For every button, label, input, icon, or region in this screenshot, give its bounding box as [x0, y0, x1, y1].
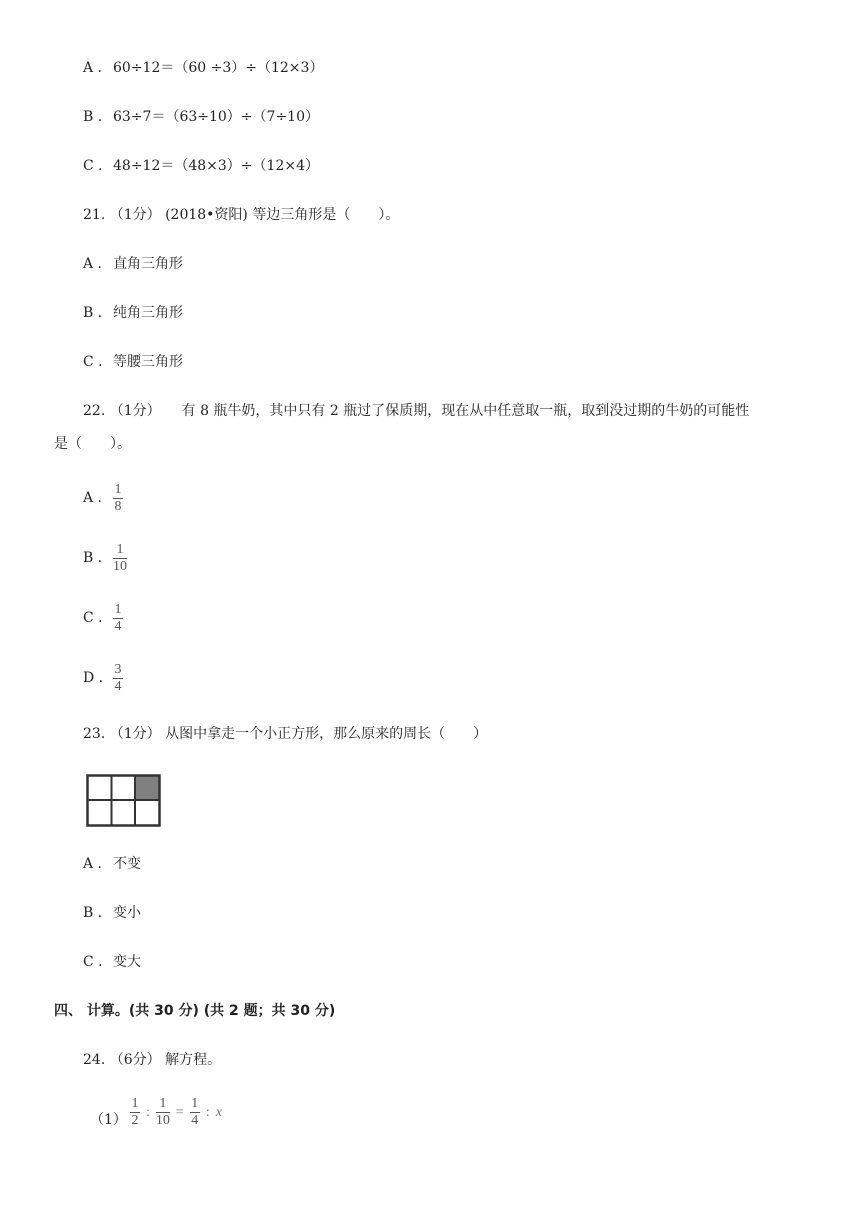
denominator: 10	[113, 558, 127, 574]
option-letter: B ．	[83, 109, 112, 125]
q24-stem: 24. （6分） 解方程。	[83, 1052, 222, 1068]
q22-option-d	[83, 662, 123, 694]
numerator: 1	[131, 1096, 139, 1111]
fraction	[113, 483, 123, 514]
denominator: 8	[114, 498, 122, 514]
q23-stem: 23. （1分） 从图中拿走一个小正方形，那么原来的周长（ ）	[83, 726, 488, 742]
option-letter: D ．	[83, 670, 113, 686]
option-text: 变小	[113, 905, 141, 921]
fraction	[113, 543, 127, 574]
q22-stem-line2: 是（ ）。	[54, 436, 131, 452]
q21-option-c	[83, 352, 183, 372]
q22-option-a	[83, 482, 123, 514]
option-text: 直角三角形	[113, 256, 183, 272]
q23-option-b	[83, 903, 141, 923]
q22-option-c	[83, 602, 123, 634]
numerator: 3	[114, 661, 122, 677]
q21-option-b	[83, 303, 183, 323]
q23-option-a	[83, 854, 141, 874]
denominator: 4	[114, 678, 122, 694]
q20-option-a	[83, 58, 323, 78]
option-letter: B ．	[83, 305, 112, 321]
denominator: 10	[155, 1113, 170, 1128]
denominator: 2	[131, 1113, 139, 1128]
ratio-sign: :	[205, 1104, 210, 1120]
option-letter: A ．	[83, 60, 112, 76]
option-letter: C ．	[83, 354, 113, 370]
equals-sign: =	[175, 1104, 184, 1120]
q22-stem-line1: 22. （1分） 有 8 瓶牛奶，其中只有 2 瓶过了保质期，现在从中任意取一瓶，取到没过期的牛奶的可能性	[83, 403, 750, 419]
denominator: 4	[191, 1113, 199, 1128]
fraction	[130, 1097, 140, 1128]
option-letter: A ．	[83, 490, 112, 506]
option-text: 48÷12＝（48×3）÷（12×4）	[113, 158, 319, 174]
fraction	[156, 1097, 170, 1128]
section-title: 四、 计算。(共 30 分) (共 2 题；共 30 分)	[54, 1003, 336, 1019]
fraction	[190, 1097, 200, 1128]
fraction	[113, 603, 123, 634]
q21-stem: 21. （1分） (2018•资阳) 等边三角形是（ ）。	[83, 207, 400, 223]
q21-option-a	[83, 254, 183, 274]
q22-option-b	[83, 542, 127, 574]
option-text: 纯角三角形	[113, 305, 183, 321]
fraction	[113, 663, 123, 694]
q20-option-b	[83, 107, 319, 127]
option-text: 63÷7＝（63÷10）÷（7÷10）	[113, 109, 319, 125]
option-letter: A ．	[83, 256, 112, 272]
equation	[130, 1097, 222, 1128]
option-text: 变大	[113, 954, 141, 970]
variable: x	[215, 1104, 222, 1120]
q23-option-c	[83, 952, 141, 972]
numerator: 1	[159, 1096, 167, 1111]
option-letter: C ．	[83, 954, 113, 970]
numerator: 1	[114, 601, 122, 617]
option-text: 不变	[113, 856, 141, 872]
q20-option-c	[83, 156, 319, 176]
square-grid-figure	[86, 774, 162, 828]
denominator: 4	[114, 618, 122, 634]
option-text: 60÷12＝（60 ÷3）÷（12×3）	[113, 60, 324, 76]
ratio-sign: :	[146, 1104, 150, 1120]
numerator: 1	[191, 1096, 199, 1111]
option-letter: C ．	[83, 610, 113, 626]
option-letter: B ．	[83, 905, 112, 921]
numerator: 1	[116, 541, 124, 557]
option-letter: B ．	[83, 550, 112, 566]
option-letter: A ．	[83, 856, 112, 872]
option-text: 等腰三角形	[113, 354, 183, 370]
numerator: 1	[114, 481, 122, 497]
option-letter: C ．	[83, 158, 113, 174]
shaded-square	[135, 776, 159, 800]
q24-sub1-label: （1）	[90, 1112, 127, 1128]
